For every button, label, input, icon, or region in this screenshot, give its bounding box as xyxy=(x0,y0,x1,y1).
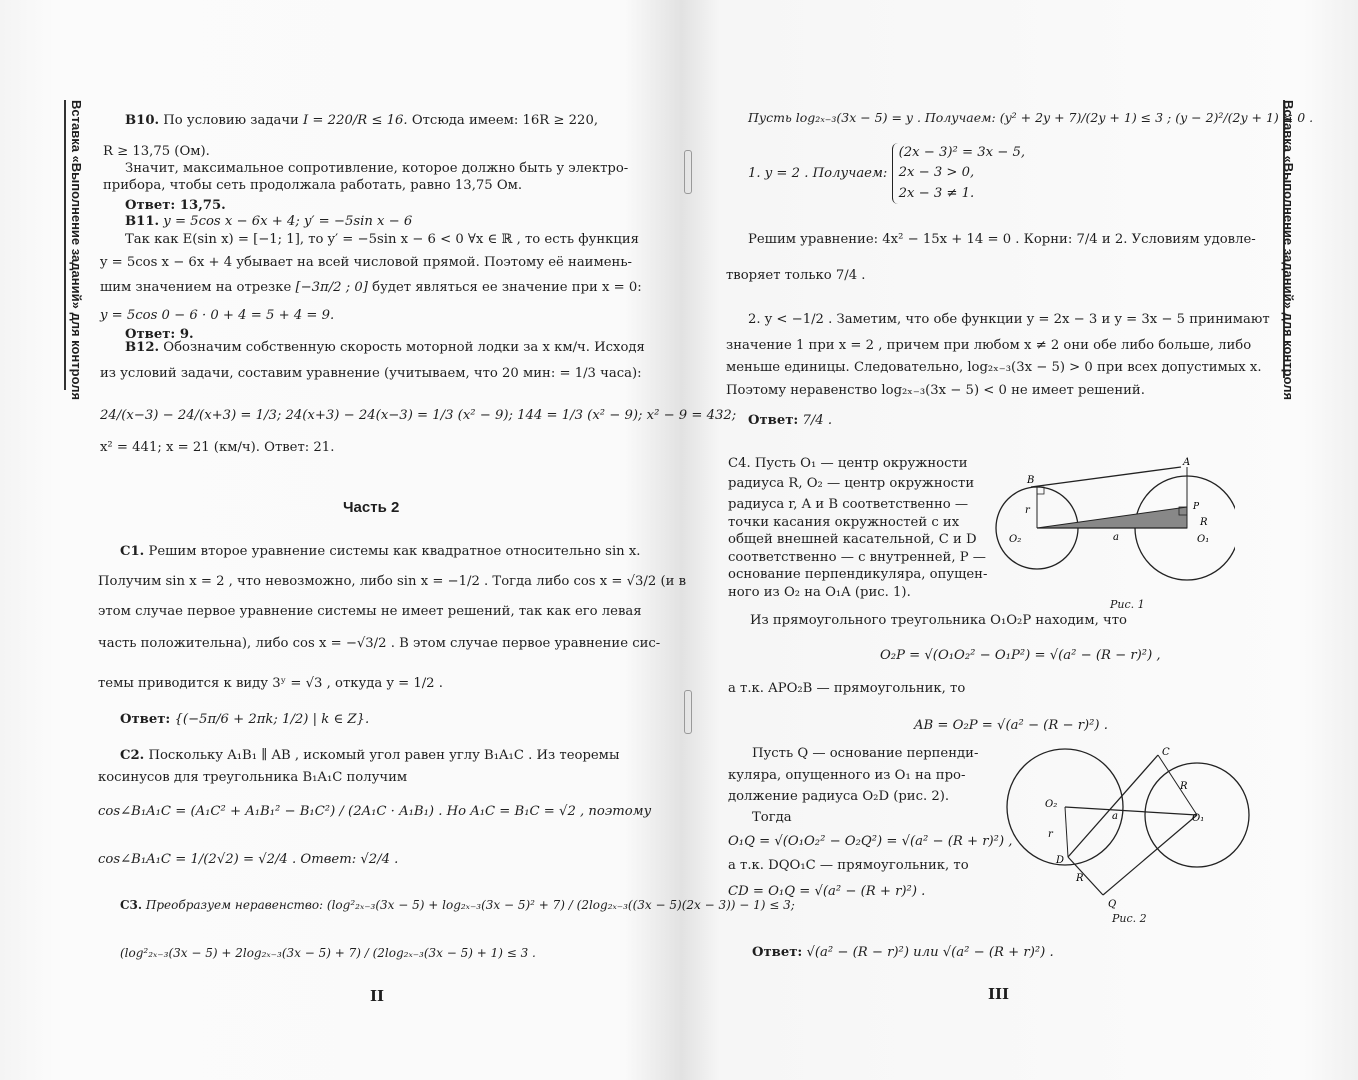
c4-line-14: Тогда xyxy=(752,810,792,825)
fig2-label-O1: O₁ xyxy=(1192,813,1205,824)
c4-line-4: точки касания окружностей с их xyxy=(728,515,960,530)
fig1-label-B: B xyxy=(1027,475,1035,486)
c4-line-13: должение радиуса O₂D (рис. 2). xyxy=(728,789,950,804)
b11-line-1: B11. y = 5cos x − 6x + 4; y′ = −5sin x − 6 xyxy=(125,214,413,229)
b12-line-1: B12. Обозначим собственную скорость моторной лодки за x км/ч. Исходя xyxy=(125,340,645,355)
c1-line-5: темы приводится к виду 3ʸ = √3 , откуда y = 1/2 . xyxy=(98,676,443,691)
r-solve-2: творяет только 7/4 . xyxy=(726,268,866,283)
case-1: 1. y = 2 . Получаем: (2x − 3)² = 3x − 5, 2x − 3 > 0, 2x − 3 ≠ 1. xyxy=(748,143,1025,204)
c1-answer: Ответ: {(−5π/6 + 2πk; 1/2) | k ∈ Z}. xyxy=(120,712,370,727)
fig2-label-r: r xyxy=(1048,829,1053,840)
fig1-label-r: r xyxy=(1025,505,1030,516)
r-line-1: Пусть log₂ₓ₋₃(3x − 5) = y . Получаем: (y² + 2y + 7)/(2y + 1) ≤ 3 ; (y − 2)²/(2y + 1) ≤ 0 . xyxy=(748,110,1314,125)
fig1-label-R: R xyxy=(1200,517,1208,528)
side-rule-left xyxy=(64,100,66,390)
c1-line-4: часть положительна), либо cos x = −√3/2 . В этом случае первое уравнение сис- xyxy=(98,636,661,651)
c4-line-2: радиуса R, O₂ — центр окружности xyxy=(728,476,975,491)
b10-line-4: прибора, чтобы сеть продолжала работать, равно 13,75 Ом. xyxy=(103,178,523,193)
b11-line-4: шим значением на отрезке [−3π/2 ; 0] будет являться ее значение при x = 0: xyxy=(100,280,642,295)
c4-line-1: C4. Пусть O₁ — центр окружности xyxy=(728,456,968,471)
b12-line-2: из условий задачи, составим уравнение (учитываем, что 20 мин: = 1/3 часа): xyxy=(100,366,642,381)
page-number-left: II xyxy=(370,987,385,1005)
fig2-label-Q: Q xyxy=(1108,899,1117,910)
c4-line-6: соответственно — с внутренней, P — xyxy=(728,550,986,565)
c2-line-1: C2. Поскольку A₁B₁ ∥ AB , искомый угол равен углу B₁A₁C . Из теоремы xyxy=(120,748,620,763)
fig1-label-A: A xyxy=(1183,457,1191,468)
fig2-label-C: C xyxy=(1162,747,1170,758)
figure-2 xyxy=(1000,745,1260,910)
fig1-label-a: a xyxy=(1113,532,1119,543)
part-2-heading: Часть 2 xyxy=(343,499,400,516)
fig2-label-O2: O₂ xyxy=(1045,799,1058,810)
c2-line-2: косинусов для треугольника B₁A₁C получим xyxy=(98,770,408,785)
r-solve-1: Решим уравнение: 4x² − 15x + 14 = 0 . Корни: 7/4 и 2. Условиям удовле- xyxy=(748,232,1256,247)
fig2-caption: Рис. 2 xyxy=(1112,912,1147,925)
b11-line-5: y = 5cos 0 − 6 · 0 + 4 = 5 + 4 = 9. xyxy=(100,308,335,323)
c2-line-4: cos∠B₁A₁C = 1/(2√2) = √2/4 . Ответ: √2/4 . xyxy=(98,852,399,867)
c2-line-3: cos∠B₁A₁C = (A₁C² + A₁B₁² − B₁C²) / (2A₁C · A₁B₁) . Но A₁C = B₁C = √2 , поэтому xyxy=(98,804,652,819)
fig1-label-P: P xyxy=(1193,502,1200,512)
case-2-line-3: меньше единицы. Следовательно, log₂ₓ₋₃(3x − 5) > 0 при всех допустимых x. xyxy=(726,360,1262,375)
c4-line-7: основание перпендикуляра, опущен- xyxy=(728,567,988,582)
c3-line-2: (log²₂ₓ₋₃(3x − 5) + 2log₂ₓ₋₃(3x − 5) + 7) / (2log₂ₓ₋₃(3x − 5) + 1) ≤ 3 . xyxy=(120,946,536,960)
staple-bottom xyxy=(684,690,692,734)
c1-line-3: этом случае первое уравнение системы не имеет решений, так как его левая xyxy=(98,604,642,619)
c4-formula-4: CD = O₁Q = √(a² − (R + r)²) . xyxy=(728,884,926,899)
c1-line-2: Получим sin x = 2 , что невозможно, либо sin x = −1/2 . Тогда либо cos x = √3/2 (и в xyxy=(98,574,686,589)
b12-line-4: x² = 441; x = 21 (км/ч). Ответ: 21. xyxy=(100,440,335,455)
side-label-left: Вставка «Выполнение заданий» для контроля xyxy=(69,100,84,401)
page-number-right: III xyxy=(988,985,1010,1003)
c4-line-15: а т.к. DQO₁C — прямоугольник, то xyxy=(728,858,969,873)
c4-formula-2: AB = O₂P = √(a² − (R − r)²) . xyxy=(914,718,1108,733)
side-label-right: Вставка «Выполнение заданий» для контроля xyxy=(1281,100,1296,401)
c4-line-11: Пусть Q — основание перпенди- xyxy=(752,746,979,761)
c4-line-5: общей внешней касательной, C и D xyxy=(728,532,977,547)
b10-line-3: Значит, максимальное сопротивление, которое должно быть у электро- xyxy=(125,161,629,176)
case-2-line-4: Поэтому неравенство log₂ₓ₋₃(3x − 5) < 0 не имеет решений. xyxy=(726,383,1145,398)
c4-formula-3: O₁Q = √(O₁O₂² − O₂Q²) = √(a² − (R + r)²) , xyxy=(728,834,1013,849)
fig2-label-D: D xyxy=(1056,855,1065,866)
c4-line-10: а т.к. APO₂B — прямоугольник, то xyxy=(728,681,966,696)
b11-answer: Ответ: 9. xyxy=(125,327,194,342)
fig1-label-O2: O₂ xyxy=(1009,534,1022,545)
b11-line-3: y = 5cos x − 6x + 4 убывает на всей числовой прямой. Поэтому её наимень- xyxy=(100,255,632,270)
fig2-label-R-bottom: R xyxy=(1076,873,1084,884)
b11-line-2: Так как E(sin x) = [−1; 1], то y′ = −5sin x − 6 < 0 ∀x ∈ ℝ , то есть функция xyxy=(125,232,639,247)
c4-line-9: Из прямоугольного треугольника O₁O₂P находим, что xyxy=(750,613,1127,628)
c4-line-3: радиуса r, A и B соответственно — xyxy=(728,497,969,512)
c4-line-8: ного из O₂ на O₁A (рис. 1). xyxy=(728,585,911,600)
fig1-caption: Рис. 1 xyxy=(1110,598,1145,611)
case-2-line-2: значение 1 при x = 2 , причем при любом x ≠ 2 они обе либо больше, либо xyxy=(726,338,1252,353)
b10-line-1: B10. По условию задачи I = 220/R ≤ 16. Отсюда имеем: 16R ≥ 220, xyxy=(125,113,599,128)
answer-1: Ответ: 7/4 . xyxy=(748,413,833,428)
fig2-label-R-top: R xyxy=(1180,781,1188,792)
fig1-label-O1: O₁ xyxy=(1197,534,1210,545)
b10-answer: Ответ: 13,75. xyxy=(125,198,226,213)
answer-2: Ответ: √(a² − (R − r)²) или √(a² − (R + r)²) . xyxy=(752,945,1054,960)
c3-line-1: C3. Преобразуем неравенство: (log²₂ₓ₋₃(3x − 5) + log₂ₓ₋₃(3x − 5)² + 7) / (2log₂ₓ₋₃((3x − 5)(2x − 3)) − 1) ≤ 3; xyxy=(120,898,795,912)
staple-top xyxy=(684,150,692,194)
b10-line-2: R ≥ 13,75 (Ом). xyxy=(103,144,210,159)
system-of-equations: (2x − 3)² = 3x − 5, 2x − 3 > 0, 2x − 3 ≠ 1. xyxy=(892,143,1026,204)
b12-line-3: 24/(x−3) − 24/(x+3) = 1/3; 24(x+3) − 24(x−3) = 1/3 (x² − 9); 144 = 1/3 (x² − 9); x² − 9 = 432; xyxy=(100,408,737,423)
fig2-label-a: a xyxy=(1112,811,1118,822)
case-2-line-1: 2. y < −1/2 . Заметим, что обе функции y = 2x − 3 и y = 3x − 5 принимают xyxy=(748,312,1270,327)
figure-1 xyxy=(995,445,1235,600)
c4-line-12: куляра, опущенного из O₁ на про- xyxy=(728,768,966,783)
c1-line-1: C1. Решим второе уравнение системы как квадратное относительно sin x. xyxy=(120,544,641,559)
c4-formula-1: O₂P = √(O₁O₂² − O₁P²) = √(a² − (R − r)²) , xyxy=(880,648,1161,663)
